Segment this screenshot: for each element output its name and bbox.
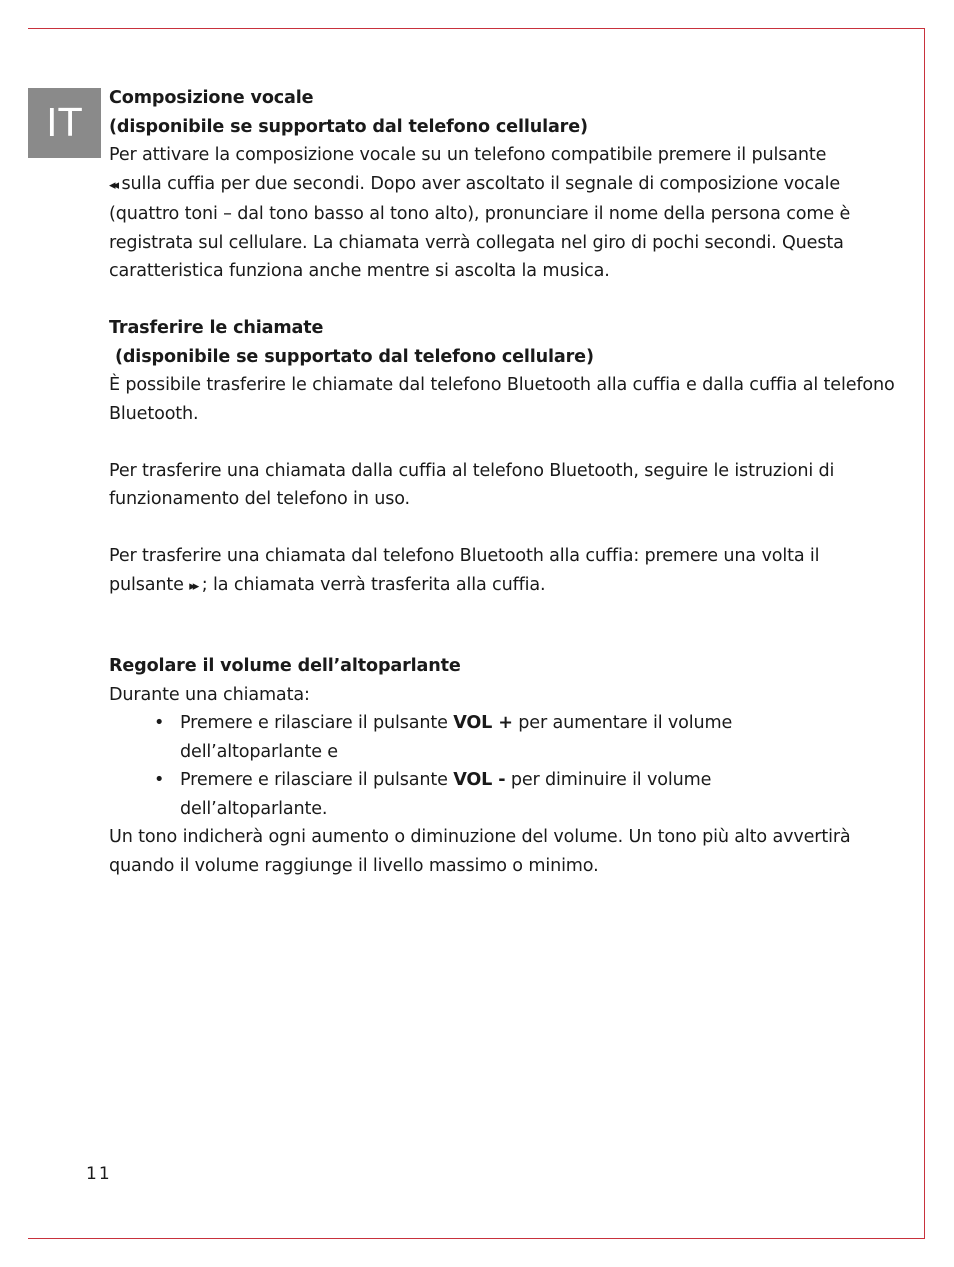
key-label: VOL - [453, 770, 506, 790]
section-title: Regolare il volume dell’altoparlante [109, 656, 461, 676]
body-text: ; la chiamata verrà trasferita alla cuffia. [196, 574, 546, 595]
bullet-icon: • [154, 713, 165, 733]
item-text: Premere e rilasciare il pulsante [180, 770, 454, 790]
list-item [154, 766, 820, 823]
body-text: sulla cuffia per due secondi. Dopo aver ascoltato il segnale di composizione vocale (quattro toni – dal tono basso al tono alto), pronunciare il nome della persona come è registrata sul cellulare. La chiamata verrà collegata nel giro di pochi secondi. Questa caratteristica funziona anche mentre si ascolta la musica. [109, 173, 851, 281]
body-text: Per trasferire una chiamata dal telefono Bluetooth alla cuffia: premere una volta il pulsante [109, 546, 820, 595]
fast-forward-icon: ▸▸ [189, 578, 197, 594]
section-volume [109, 652, 899, 880]
language-tab: IT [28, 88, 101, 158]
section-intro: Durante una chiamata: [109, 684, 310, 705]
section-title: Trasferire le chiamate [109, 318, 324, 338]
section-body: È possibile trasferire le chiamate dal telefono Bluetooth alla cuffia e dalla cuffia al telefono Bluetooth. [109, 375, 895, 424]
spacer [109, 514, 899, 543]
item-text: per diminuire il volume dell’altoparlante. [180, 770, 712, 819]
section-outro: Un tono indicherà ogni aumento o diminuzione del volume. Un tono più alto avvertirà quando il volume raggiunge il livello massimo o minimo. [109, 827, 851, 876]
rewind-icon: ◂◂ [109, 177, 117, 193]
section-transfer [109, 314, 899, 601]
section-subtitle: (disponibile se supportato dal telefono cellulare) [109, 346, 594, 367]
section-body [109, 141, 899, 286]
spacer [109, 286, 899, 315]
page-content [109, 84, 899, 880]
section-subtitle: (disponibile se supportato dal telefono cellulare) [109, 116, 588, 137]
item-text: per aumentare il volume dell’altoparlante e [180, 713, 733, 762]
frame-bottom-border [28, 1238, 925, 1239]
frame-top-border [28, 28, 925, 29]
section-body: Per trasferire una chiamata dalla cuffia al telefono Bluetooth, seguire le istruzioni di funzionamento del telefono in uso. [109, 460, 835, 509]
frame-right-border [924, 28, 925, 1239]
page-number: 11 [86, 1164, 112, 1184]
spacer [109, 428, 899, 457]
section-title: Composizione vocale [109, 88, 314, 108]
bullet-list [109, 709, 899, 823]
section-body [109, 542, 899, 601]
list-item [154, 709, 820, 766]
body-text: Per attivare la composizione vocale su un telefono compatibile premere il pulsante [109, 145, 827, 165]
key-label: VOL + [453, 713, 513, 733]
item-text: Premere e rilasciare il pulsante [180, 713, 454, 733]
spacer [109, 601, 899, 652]
bullet-icon: • [154, 770, 165, 790]
section-voice-dial [109, 84, 899, 286]
